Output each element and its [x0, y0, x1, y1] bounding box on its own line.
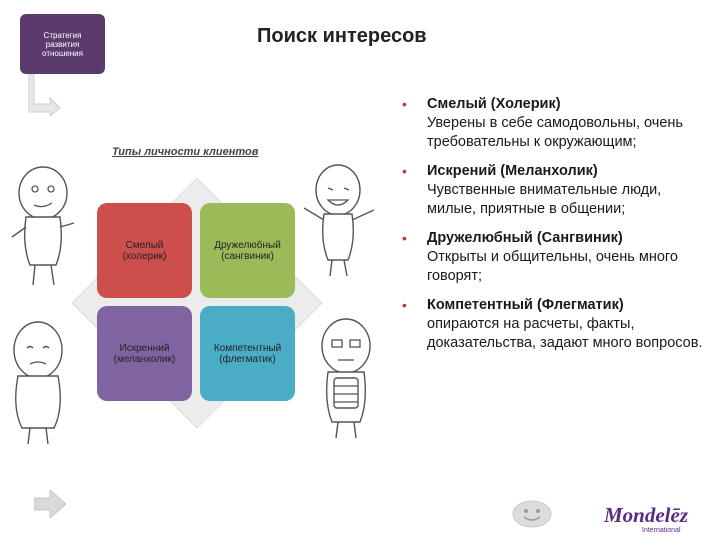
item-heading: Дружелюбный (Сангвиник) — [427, 230, 623, 246]
mondelez-logo — [604, 502, 708, 534]
tile-competent-label: Компетентный — [213, 342, 282, 354]
tile-sincere-label: Искренний — [119, 342, 170, 354]
diagram-title: Типы личности клиентов — [112, 146, 259, 158]
item-heading: Компетентный (Флегматик) — [427, 297, 624, 313]
tile-sincere — [97, 306, 192, 401]
smiley-icon — [512, 500, 552, 528]
tile-competent-sub: (флегматик) — [219, 353, 276, 365]
list-item — [400, 162, 710, 219]
logo-brand: Mondelēz — [604, 503, 688, 527]
list-item — [400, 296, 710, 353]
item-description: Уверены в себе самодовольны, очень требовательны к окружающим; — [427, 115, 683, 150]
choleric-figure-illustration — [8, 165, 78, 290]
item-description: Чувственные внимательные люди, милые, приятные в общении; — [427, 182, 662, 217]
tile-competent — [200, 306, 295, 401]
badge-line-1: Стратегия — [43, 30, 82, 40]
item-heading: Искрений (Меланхолик) — [427, 163, 598, 179]
logo-sub: International — [642, 527, 681, 534]
section-badge — [20, 14, 105, 74]
tile-friendly-sub: (сангвиник) — [221, 250, 274, 262]
item-description: опираются на расчеты, факты, доказательства, задают много вопросов. — [427, 316, 703, 351]
tile-bold-sub: (холерик) — [122, 250, 167, 262]
bullet-icon: • — [402, 96, 407, 112]
item-heading: Смелый (Холерик) — [427, 96, 561, 112]
next-arrow-icon[interactable] — [34, 490, 66, 518]
tile-bold — [97, 203, 192, 298]
tile-friendly-label: Дружелюбный — [214, 239, 281, 251]
sanguine-figure-illustration — [298, 160, 378, 280]
item-description: Открыты и общительны, очень много говорят; — [427, 249, 678, 284]
page-title: Поиск интересов — [257, 25, 427, 47]
list-item — [400, 229, 710, 286]
phlegmatic-figure-illustration — [308, 312, 384, 442]
list-item — [400, 95, 710, 152]
badge-line-2: развития — [45, 39, 80, 49]
tile-bold-label: Смелый — [125, 239, 164, 251]
personality-list — [400, 95, 710, 363]
corner-arrow-icon — [28, 74, 60, 116]
badge-line-3: отношения — [42, 48, 83, 58]
tile-friendly — [200, 203, 295, 298]
bullet-icon: • — [402, 163, 407, 179]
melancholic-figure-illustration — [2, 318, 74, 448]
bullet-icon: • — [402, 230, 407, 246]
bullet-icon: • — [402, 297, 407, 313]
tile-sincere-sub: (меланхолик) — [113, 353, 176, 365]
